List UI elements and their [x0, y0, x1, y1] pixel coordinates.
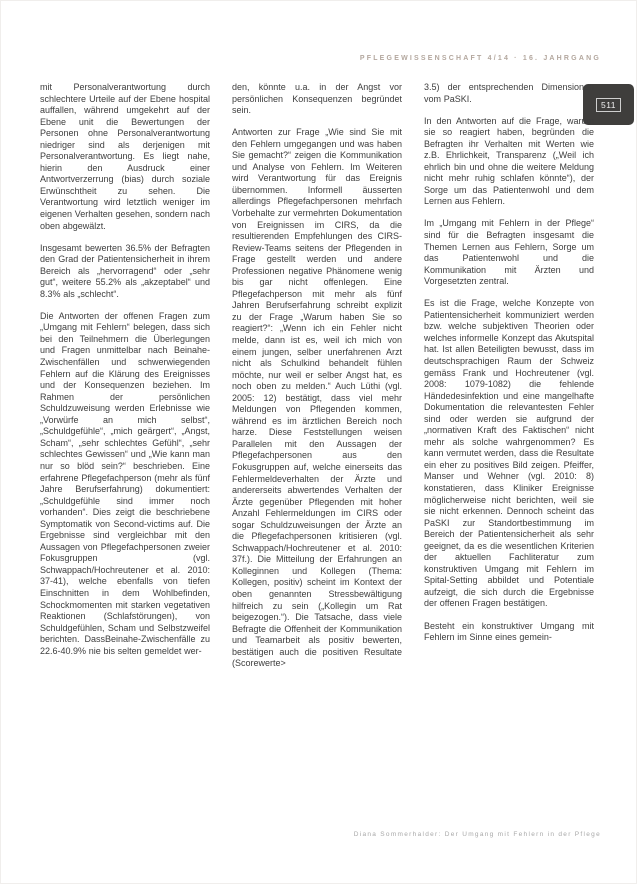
paragraph: Es ist die Frage, welche Konzepte von Patientensicherheit kommuniziert werden bzw. welche subjektiven Theorien oder welches informelle Konzept das Akutspital hat. Ist allen Beteiligten bewusst, dass im deutschsprachigen Raum der Schweiz gemäss Frank und Hochreutener (vgl. 2008: 1079-1082) die fehlende Händedesinfektion und eine mangelhafte Dokumentation die relevantesten Fehler sind oder werden sie aufgrund der „normativen Kraft des Faktischen“ nicht mehr als solche wahrgenommen? Es kann vermutet werden, dass die Resultate ein eher zu positives Bild zeigen. Pfeiffer, Manser und Wehner (vgl. 2010: 8) konstatieren, dass Kliniker Ereignisse möglicherweise nicht berichten, weil sie sie nicht erkennen. Dennoch scheint das PaSKI zur Standortbestimmung im Bereich der Patientensicherheit als sehr geeignet, da es die wesentlichen Kriterien der aktuellen Fachliteratur zum konstruktiven Umgang mit Fehlern im Spital-Setting abbildet und Potentiale aufzeigt, die sich durch die Ergebnisse der offenen Fragen bestätigen.: [424, 298, 594, 609]
footer-credit-line: Diana Sommerhalder: Der Umgang mit Fehlern in der Pflege: [353, 831, 601, 838]
article-column-3: [424, 82, 594, 680]
paragraph: mit Personalverantwortung durch schlechtere Urteile auf der Ebene hospital auffallen, während umgekehrt auf der Ebene unit die Bewertungen der Personen ohne Personalverantwortung niedriger sind als derjenigen mit Personalverantwortung. Es liegt nahe, hierin den Ausdruck einer Antwortverzerrung (bias) durch soziale Erwünschtheit zu sehen. Die Verantwortung wird letztlich weniger im eigenen Verhalten gesehen, sondern nach oben abgewälzt.: [40, 82, 210, 231]
page-number: 511: [596, 98, 621, 112]
paragraph: Antworten zur Frage „Wie sind Sie mit den Fehlern umgegangen und was haben Sie gemacht?“ zeigen die Kommunikation und Analyse von Fehlern. Im Weiteren wird Verantwortung für das Ereignis übernommen. Informell äusserten allerdings Pflegefachpersonen mehrfach Vorbehalte zur vermehrten Dokumentation von Ereignissen im CIRS, da die resultierenden Empfehlungen des CIRS-Review-Teams seitens der Pflegenden in Frage gestellt werden und andere Professionen negative Phänomene wenig bis gar nicht offenlegen. Eine Pflegefachperson mit mehr als fünf Jahren Berufserfahrung schreibt explizit zu der Frage „Warum haben Sie so reagiert?“: „Wenn ich ein Fehler nicht melde, dann ist es, weil ich mich von einem jungen, selber unerfahrenen Arzt nicht als Schulkind behandelt fühlen möchte, nur weil er selber Angst hat, es noch oben zu melden.“ Auch Lüthi (vgl. 2005: 12) bestätigt, dass viel mehr Meldungen von Pflegenden kommen, während es im ärztlichen Bereich noch harze. Diese Feststellungen weisen Parallelen mit den Aussagen der Pflegefachpersonen aus den Fokusgruppen auf, welche einerseits das Fehlermeldeverhalten der Ärzte und andererseits abwertendes Verhalten der Ärzte gegenüber Pflegenden mit hoher Anzahl Fehlermeldungen im CIRS oder sogar Schuldzuweisungen der Ärzte an die Pflegefachpersonen kritisieren (vgl. Schwappach/Hochreutener et al. 2010: 37f.). Die Mitteilung der Erfahrungen an Kolleginnen und Kollegen (Thema: Kollegen, positiv) scheint im Kontext der oben genannten Stressbewältigung hilfreich zu sein („Kollegin um Rat beigezogen.“). Die Tatsache, dass viele Befragte die Offenheit der Kommunikation und Teamarbeit als positiv bewerten, bestätigen auch die positiven Resultate (Scorewerte>: [232, 127, 402, 669]
paragraph: den, könnte u.a. in der Angst vor persönlichen Konsequenzen begründet sein.: [232, 82, 402, 116]
journal-header-line: PFLEGEWISSENSCHAFT 4/14 · 16. JAHRGANG: [359, 55, 601, 62]
article-body: [40, 82, 594, 680]
paragraph: Insgesamt bewerten 36.5% der Befragten den Grad der Patientensicherheit in ihrem Bereich als „hervorragend“ oder „sehr gut“, weitere 55.2% als „akzeptabel“ und 8.3% als „schlecht“.: [40, 242, 210, 299]
paragraph: Im „Umgang mit Fehlern in der Pflege“ sind für die Befragten insgesamt die Themen Lernen aus Fehlern, Sorge um das Patientenwohl und die Kommunikation mit Ärzten und Vorgesetzten zentral.: [424, 218, 594, 287]
article-column-2: [232, 82, 402, 680]
paragraph: Die Antworten der offenen Fragen zum „Umgang mit Fehlern“ belegen, dass sich bei den Teilnehmern die Überlegungen und Fragen unmittelbar nach Beinahe-Zwischenfällen und schwerwiegenden Fehlern auf die Klärung des Ereignisses und der Konsequenzen beziehen. Im Rahmen der persönlichen Schuldzuweisung werden Erlebnisse wie „Vorwürfe an mich selbst“, „Schuldgefühle“, „mich geärgert“, „Angst, Scham“, „sehr schlechtes Gefühl“, „sehr schlechtes Gewissen“ und „Wie kann man nur so blöd sein?“ beschrieben. Eine erfahrene Pflegefachperson (mehr als fünf Jahre Berufserfahrung) dokumentiert: „Schuldgefühle sind immer noch vorhanden“. Dies zeigt die beschriebene Symptomatik von Second-victims auf. Die Ergebnisse sind vergleichbar mit den Aussagen von Pflegefachpersonen zweier Fokusgruppen (vgl. Schwappach/Hochreutener et al. 2010: 37-41), welche ebenfalls von tiefen Einschnitten in dem Wohlbefinden, Schockmomenten mit starken vegetativen Reaktionen (Schlafstörungen), von Schuldgefühlen, Scham und Selbstzweifel berichten. DassBeinahe-Zwischenfälle zu 22.6-40.9% nie bis selten gemeldet wer-: [40, 310, 210, 656]
paragraph: Besteht ein konstruktiver Umgang mit Fehlern im Sinne eines gemein-: [424, 620, 594, 643]
article-column-1: [40, 82, 210, 680]
paragraph: 3.5) der entsprechenden Dimensionen vom PaSKI.: [424, 82, 594, 104]
paragraph: In den Antworten auf die Frage, warum sie so reagiert haben, begründen die Befragten ihr Verhalten mit Werten wie z.B. Ehrlichkeit, Transparenz („Weil ich ehrlich bin und ohne die weitere Meldung nicht mehr ruhig schlafen könnte“), der Sorge um das Patientenwohl und dem Lernen aus Fehlern.: [424, 115, 594, 207]
